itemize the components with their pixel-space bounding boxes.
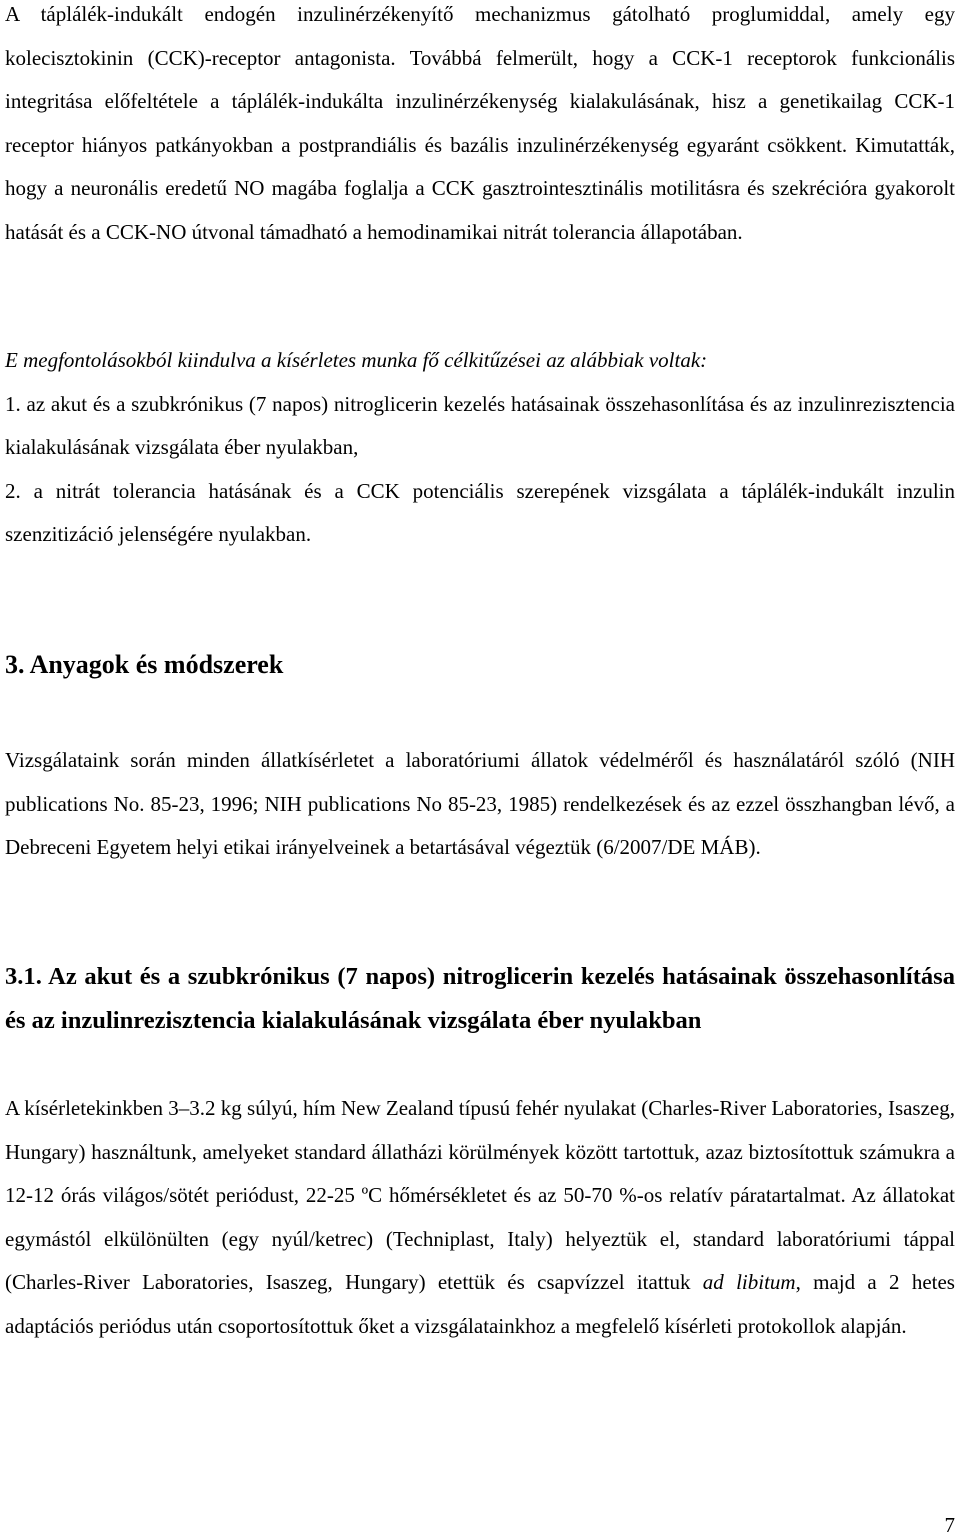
methods-intro-paragraph: Vizsgálataink során minden állatkísérletet a laboratóriumi állatok védelméről és használatáról szóló (NIH publications No. 85-23, 1996; NIH publications No 85-23, 1985) rendelkezések és az ezzel összhangban lévő, a Debreceni Egyetem helyi etikai irányelveinek a betartásával végeztük (6/2007/DE MÁB). (5, 748, 955, 860)
section-heading-3: 3. Anyagok és módszerek (5, 650, 284, 679)
goals-block (5, 339, 955, 557)
section-heading-3-1: 3.1. Az akut és a szubkrónikus (7 napos) nitroglicerin kezelés hatásainak összehasonlítása és az inzulinrezisztencia kialakulásának vizsgálata éber nyulakban (5, 963, 955, 1034)
animals-text-after: , majd a 2 hetes adaptációs periódus után csoportosítottuk őket a vizsgálatainkhoz a megfelelő kísérleti protokollok alapján. (5, 1270, 955, 1338)
animals-paragraph (5, 1087, 955, 1349)
page-number: 7 (944, 1513, 955, 1537)
goal-item-2: 2. a nitrát tolerancia hatásának és a CCK potenciális szerepének vizsgálata a táplálék-indukált inzulin szenzitizáció jelenségére nyulakban. (5, 478, 955, 547)
intro-paragraph: A táplálék-indukált endogén inzulinérzékenyítő mechanizmus gátolható proglumiddal, amely egy kolecisztokinin (CCK)-receptor antagonista. Továbbá felmerült, hogy a CCK-1 receptorok funkcionális integritása előfeltétele a táplálék-indukálta inzulinérzékenység kialakulásának, hisz a genetikailag CCK-1 receptor hiányos patkányokban a postprandiális és bazális inzulinérzékenység egyaránt csökkent. Kimutatták, hogy a neuronális eredetű NO magába foglalja a CCK gasztrointesztinális motilitásra és szekrécióra gyakorolt hatását és a CCK-NO útvonal támadható a hemodinamikai nitrát tolerancia állapotában. (5, 2, 955, 244)
ad-libitum-term: ad libitum (702, 1270, 796, 1295)
animals-text-before: A kísérletekinkben 3–3.2 kg súlyú, hím New Zealand típusú fehér nyulakat (Charles-River Laboratories, Isaszeg, Hungary) használtunk, amelyeket standard állatházi körülmények között tartottuk, azaz biztosítottuk számukra a 12-12 órás világos/sötét periódust, 22-25 ºC hőmérsékletet és az 50-70 %-os relatív páratartalmat. Az állatokat egymástól elkülönülten (egy nyúl/ketrec) (Techniplast, Italy) helyeztük el, standard laboratóriumi táppal (Charles-River Laboratories, Isaszeg, Hungary) etettük és csapvízzel itattuk (5, 1096, 955, 1295)
goal-item-1: 1. az akut és a szubkrónikus (7 napos) nitroglicerin kezelés hatásainak összehasonlítása és az inzulinrezisztencia kialakulásának vizsgálata éber nyulakban, (5, 391, 955, 460)
goals-heading: E megfontolásokból kiindulva a kísérletes munka fő célkitűzései az alábbiak voltak: (5, 348, 708, 372)
